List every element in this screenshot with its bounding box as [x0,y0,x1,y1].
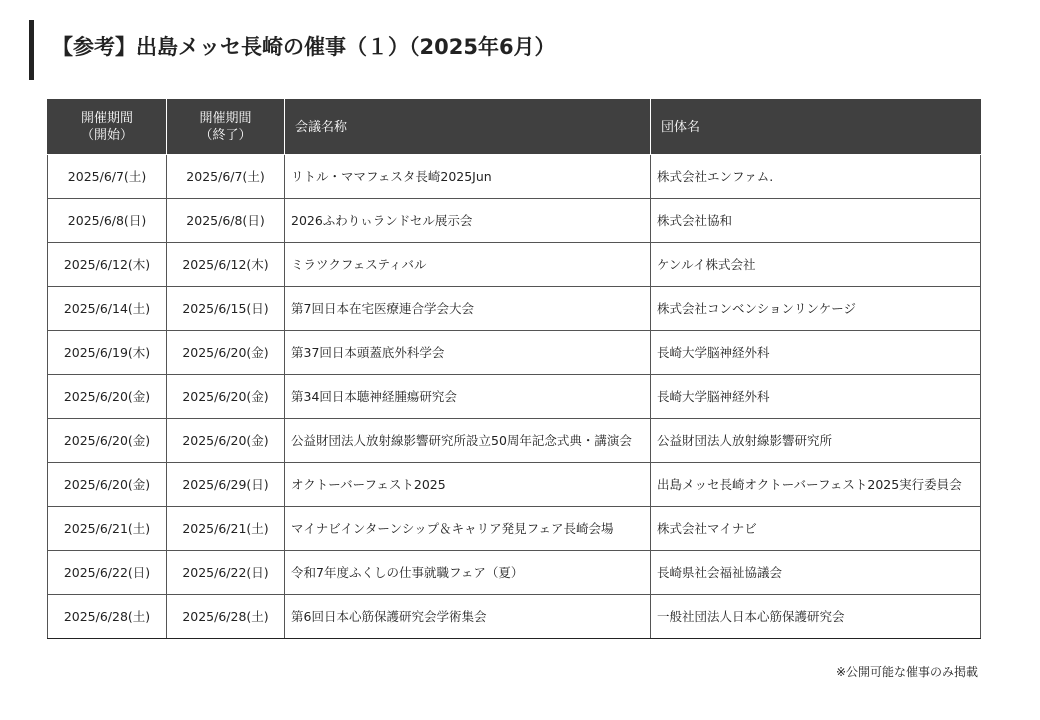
footnote: ※公開可能な催事のみ掲載 [835,665,978,679]
table-row [48,331,981,375]
end-date-cell: 2025/6/12(木) [167,243,285,287]
header-end-line2: （終了） [199,128,252,143]
start-date-cell: 2025/6/28(土) [48,595,167,639]
start-date-cell: 2025/6/14(土) [48,287,167,331]
start-date-cell: 2025/6/12(木) [48,243,167,287]
end-date-cell: 2025/6/20(金) [167,419,285,463]
events-table [47,99,981,639]
table-row [48,199,981,243]
table-header-row [48,100,981,155]
event-name-cell: 公益財団法人放射線影響研究所設立50周年記念式典・講演会 [285,419,651,463]
end-date-cell: 2025/6/28(土) [167,595,285,639]
table-row [48,419,981,463]
start-date-cell: 2025/6/20(金) [48,419,167,463]
event-name-cell: 第37回日本頭蓋底外科学会 [285,331,651,375]
organizer-cell: 公益財団法人放射線影響研究所 [651,419,981,463]
end-date-cell: 2025/6/20(金) [167,331,285,375]
start-date-cell: 2025/6/19(木) [48,331,167,375]
organizer-cell: ケンルイ株式会社 [651,243,981,287]
start-date-cell: 2025/6/22(日) [48,551,167,595]
event-name-cell: 第7回日本在宅医療連合学会大会 [285,287,651,331]
header-start-date [48,100,167,155]
end-date-cell: 2025/6/22(日) [167,551,285,595]
table-row [48,463,981,507]
start-date-cell: 2025/6/21(土) [48,507,167,551]
organizer-cell: 一般社団法人日本心筋保護研究会 [651,595,981,639]
organizer-cell: 長崎県社会福祉協議会 [651,551,981,595]
table-row [48,507,981,551]
event-name-cell: リトル・ママフェスタ長崎2025Jun [285,155,651,199]
end-date-cell: 2025/6/8(日) [167,199,285,243]
event-name-cell: 2026ふわりぃランドセル展示会 [285,199,651,243]
start-date-cell: 2025/6/20(金) [48,463,167,507]
header-start-line1: 開催期間 [80,111,133,126]
start-date-cell: 2025/6/20(金) [48,375,167,419]
page-title: 【参考】出島メッセ長崎の催事（１）（2025年6月） [52,35,556,59]
event-name-cell: 第6回日本心筋保護研究会学術集会 [285,595,651,639]
event-name-cell: 第34回日本聴神経腫瘍研究会 [285,375,651,419]
start-date-cell: 2025/6/7(土) [48,155,167,199]
table-row [48,155,981,199]
event-name-cell: 令和7年度ふくしの仕事就職フェア（夏） [285,551,651,595]
event-name-cell: マイナビインターンシップ＆キャリア発見フェア長崎会場 [285,507,651,551]
organizer-cell: 長崎大学脳神経外科 [651,375,981,419]
organizer-cell: 株式会社協和 [651,199,981,243]
header-end-date [167,100,285,155]
table-row [48,595,981,639]
end-date-cell: 2025/6/7(土) [167,155,285,199]
event-name-cell: ミラツクフェスティバル [285,243,651,287]
end-date-cell: 2025/6/15(日) [167,287,285,331]
organizer-cell: 株式会社コンベンションリンケージ [651,287,981,331]
header-start-line2: （開始） [80,128,133,143]
table-row [48,551,981,595]
header-end-line1: 開催期間 [199,111,252,126]
header-event-name: 会議名称 [285,100,651,155]
header-organizer: 団体名 [651,100,981,155]
table-row [48,243,981,287]
end-date-cell: 2025/6/21(土) [167,507,285,551]
organizer-cell: 株式会社エンファム. [651,155,981,199]
organizer-cell: 長崎大学脳神経外科 [651,331,981,375]
title-accent-bar [29,20,34,80]
end-date-cell: 2025/6/29(日) [167,463,285,507]
event-name-cell: オクトーバーフェスト2025 [285,463,651,507]
organizer-cell: 株式会社マイナビ [651,507,981,551]
start-date-cell: 2025/6/8(日) [48,199,167,243]
table-row [48,375,981,419]
organizer-cell: 出島メッセ長崎オクトーバーフェスト2025実行委員会 [651,463,981,507]
table-row [48,287,981,331]
end-date-cell: 2025/6/20(金) [167,375,285,419]
